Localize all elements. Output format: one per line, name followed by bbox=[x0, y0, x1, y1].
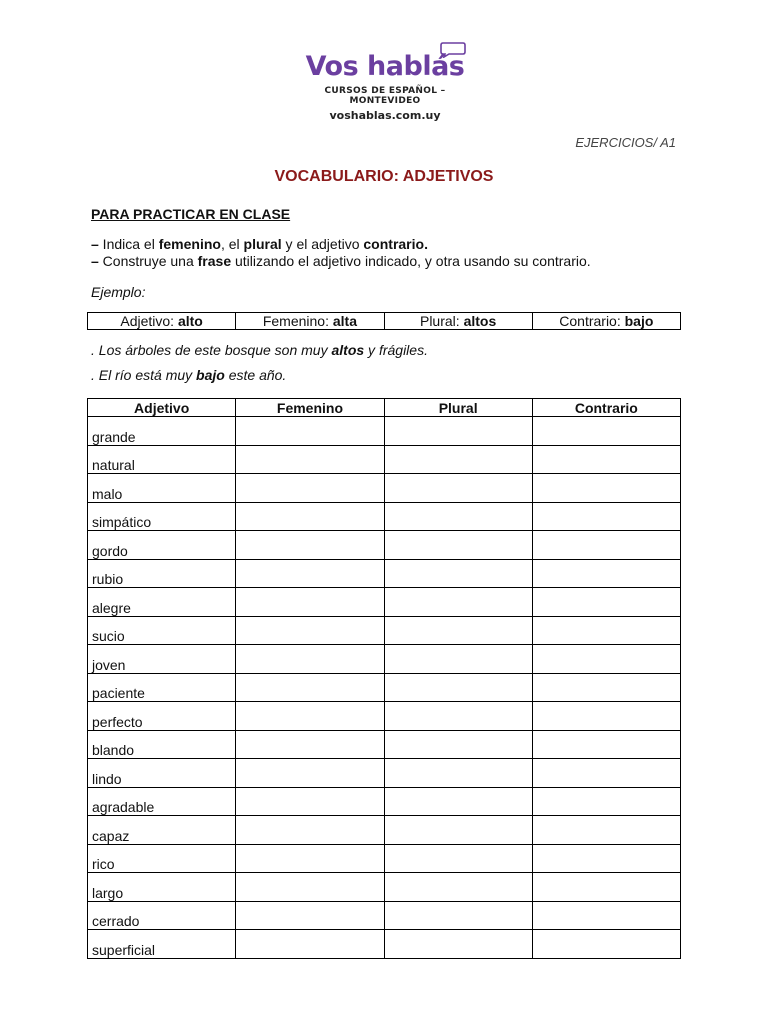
feminine-cell[interactable] bbox=[236, 730, 384, 759]
table-row bbox=[88, 531, 681, 560]
example-sentence-2 bbox=[91, 367, 286, 383]
instruction-line-2 bbox=[91, 253, 591, 270]
instruction-bold: femenino bbox=[158, 236, 221, 252]
sentence-text: y frágiles. bbox=[364, 342, 428, 358]
example-cell-label: Femenino: bbox=[262, 313, 333, 329]
sentence-bold: bajo bbox=[196, 367, 225, 383]
instruction-bold: contrario. bbox=[363, 236, 428, 252]
example-cell-label: Contrario: bbox=[559, 313, 625, 329]
page-title: VOCABULARIO: ADJETIVOS bbox=[274, 168, 494, 185]
adjective-cell: rubio bbox=[88, 559, 236, 588]
plural-cell[interactable] bbox=[384, 730, 532, 759]
feminine-cell[interactable] bbox=[236, 816, 384, 845]
plural-cell[interactable] bbox=[384, 787, 532, 816]
table-row bbox=[88, 930, 681, 959]
plural-cell[interactable] bbox=[384, 502, 532, 531]
example-label: Ejemplo: bbox=[91, 284, 146, 300]
feminine-cell[interactable] bbox=[236, 702, 384, 731]
table-row bbox=[88, 645, 681, 674]
table-row bbox=[88, 759, 681, 788]
contrary-cell[interactable] bbox=[532, 702, 680, 731]
table-row bbox=[88, 816, 681, 845]
table-row bbox=[88, 588, 681, 617]
example-cell bbox=[532, 313, 680, 330]
plural-cell[interactable] bbox=[384, 616, 532, 645]
plural-cell[interactable] bbox=[384, 930, 532, 959]
contrary-cell[interactable] bbox=[532, 673, 680, 702]
adjective-cell: lindo bbox=[88, 759, 236, 788]
plural-cell[interactable] bbox=[384, 901, 532, 930]
contrary-cell[interactable] bbox=[532, 531, 680, 560]
adjective-cell: agradable bbox=[88, 787, 236, 816]
plural-cell[interactable] bbox=[384, 559, 532, 588]
logo-title-text: Vos hablás bbox=[305, 51, 465, 82]
adjective-cell: largo bbox=[88, 873, 236, 902]
plural-cell[interactable] bbox=[384, 531, 532, 560]
table-row bbox=[88, 502, 681, 531]
table-row bbox=[88, 787, 681, 816]
instruction-text: y el adjetivo bbox=[281, 236, 364, 252]
example-cell-value: bajo bbox=[624, 313, 654, 329]
sentence-text: . El río está muy bbox=[91, 367, 197, 383]
adjective-cell: capaz bbox=[88, 816, 236, 845]
table-row bbox=[88, 616, 681, 645]
contrary-cell[interactable] bbox=[532, 445, 680, 474]
example-cell-value: alto bbox=[177, 313, 203, 329]
plural-cell[interactable] bbox=[384, 445, 532, 474]
instruction-text: Indica el bbox=[98, 236, 159, 252]
example-sentence-1 bbox=[91, 342, 428, 358]
table-row bbox=[88, 730, 681, 759]
plural-cell[interactable] bbox=[384, 588, 532, 617]
section-subtitle: PARA PRACTICAR EN CLASE bbox=[91, 206, 291, 222]
adjective-cell: cerrado bbox=[88, 901, 236, 930]
adjective-cell: alegre bbox=[88, 588, 236, 617]
plural-cell[interactable] bbox=[384, 816, 532, 845]
speech-bubble-icon bbox=[440, 42, 466, 58]
table-header-row bbox=[88, 399, 681, 417]
feminine-cell[interactable] bbox=[236, 844, 384, 873]
plural-cell[interactable] bbox=[384, 474, 532, 503]
instruction-text: Construye una bbox=[98, 253, 198, 269]
plural-cell[interactable] bbox=[384, 702, 532, 731]
contrary-cell[interactable] bbox=[532, 588, 680, 617]
example-cell bbox=[384, 313, 532, 330]
example-cell bbox=[236, 313, 384, 330]
adjective-cell: paciente bbox=[88, 673, 236, 702]
feminine-cell[interactable] bbox=[236, 787, 384, 816]
adjective-cell: natural bbox=[88, 445, 236, 474]
contrary-cell[interactable] bbox=[532, 844, 680, 873]
adjective-cell: gordo bbox=[88, 531, 236, 560]
adjective-cell: rico bbox=[88, 844, 236, 873]
feminine-cell[interactable] bbox=[236, 673, 384, 702]
contrary-cell[interactable] bbox=[532, 930, 680, 959]
example-row bbox=[88, 313, 681, 330]
instruction-bold: frase bbox=[197, 253, 232, 269]
sentence-text: . Los árboles de este bosque son muy bbox=[91, 342, 332, 358]
contrary-cell[interactable] bbox=[532, 730, 680, 759]
feminine-cell[interactable] bbox=[236, 559, 384, 588]
contrary-cell[interactable] bbox=[532, 787, 680, 816]
contrary-cell[interactable] bbox=[532, 559, 680, 588]
adjective-cell: grande bbox=[88, 417, 236, 446]
adjective-cell: superficial bbox=[88, 930, 236, 959]
plural-cell[interactable] bbox=[384, 844, 532, 873]
column-header: Plural bbox=[384, 399, 532, 417]
adjectives-table bbox=[87, 398, 681, 959]
feminine-cell[interactable] bbox=[236, 645, 384, 674]
feminine-cell[interactable] bbox=[236, 502, 384, 531]
contrary-cell[interactable] bbox=[532, 616, 680, 645]
plural-cell[interactable] bbox=[384, 645, 532, 674]
plural-cell[interactable] bbox=[384, 873, 532, 902]
column-header: Adjetivo bbox=[88, 399, 236, 417]
table-row bbox=[88, 844, 681, 873]
feminine-cell[interactable] bbox=[236, 901, 384, 930]
column-header: Femenino bbox=[236, 399, 384, 417]
instruction-dash: – bbox=[91, 236, 99, 252]
example-cell-label: Adjetivo: bbox=[120, 313, 178, 329]
adjective-cell: malo bbox=[88, 474, 236, 503]
adjective-cell: joven bbox=[88, 645, 236, 674]
adjective-cell: simpático bbox=[88, 502, 236, 531]
table-row bbox=[88, 445, 681, 474]
feminine-cell[interactable] bbox=[236, 616, 384, 645]
feminine-cell[interactable] bbox=[236, 930, 384, 959]
feminine-cell[interactable] bbox=[236, 588, 384, 617]
table-row bbox=[88, 702, 681, 731]
level-label: EJERCICIOS/ A1 bbox=[575, 135, 676, 150]
table-row bbox=[88, 901, 681, 930]
feminine-cell[interactable] bbox=[236, 445, 384, 474]
instruction-text: utilizando el adjetivo indicado, y otra usando su contrario. bbox=[231, 253, 591, 269]
contrary-cell[interactable] bbox=[532, 759, 680, 788]
plural-cell[interactable] bbox=[384, 759, 532, 788]
feminine-cell[interactable] bbox=[236, 531, 384, 560]
logo-title bbox=[290, 52, 480, 82]
instruction-dash: – bbox=[91, 253, 99, 269]
column-header: Contrario bbox=[532, 399, 680, 417]
contrary-cell[interactable] bbox=[532, 502, 680, 531]
plural-cell[interactable] bbox=[384, 673, 532, 702]
table-row bbox=[88, 873, 681, 902]
contrary-cell[interactable] bbox=[532, 816, 680, 845]
adjective-cell: perfecto bbox=[88, 702, 236, 731]
contrary-cell[interactable] bbox=[532, 474, 680, 503]
example-table bbox=[87, 312, 681, 330]
adjective-cell: blando bbox=[88, 730, 236, 759]
table-row bbox=[88, 559, 681, 588]
contrary-cell[interactable] bbox=[532, 645, 680, 674]
sentence-text: este año. bbox=[224, 367, 287, 383]
example-cell-label: Plural: bbox=[419, 313, 464, 329]
contrary-cell[interactable] bbox=[532, 873, 680, 902]
logo-subtitle: CURSOS DE ESPAÑOL – MONTEVIDEO bbox=[324, 86, 446, 106]
contrary-cell[interactable] bbox=[532, 417, 680, 446]
logo bbox=[290, 40, 480, 122]
feminine-cell[interactable] bbox=[236, 873, 384, 902]
instruction-bold: plural bbox=[243, 236, 282, 252]
plural-cell[interactable] bbox=[384, 417, 532, 446]
feminine-cell[interactable] bbox=[236, 417, 384, 446]
adjective-cell: sucio bbox=[88, 616, 236, 645]
logo-url: voshablas.com.uy bbox=[329, 109, 441, 122]
example-cell-value: altos bbox=[463, 313, 497, 329]
table-body bbox=[88, 417, 681, 959]
table-row bbox=[88, 417, 681, 446]
table-row bbox=[88, 474, 681, 503]
contrary-cell[interactable] bbox=[532, 901, 680, 930]
feminine-cell[interactable] bbox=[236, 474, 384, 503]
table-row bbox=[88, 673, 681, 702]
feminine-cell[interactable] bbox=[236, 759, 384, 788]
example-cell bbox=[88, 313, 236, 330]
instruction-line-1 bbox=[91, 236, 428, 253]
instruction-text: , el bbox=[220, 236, 244, 252]
sentence-bold: altos bbox=[331, 342, 365, 358]
example-cell-value: alta bbox=[332, 313, 357, 329]
